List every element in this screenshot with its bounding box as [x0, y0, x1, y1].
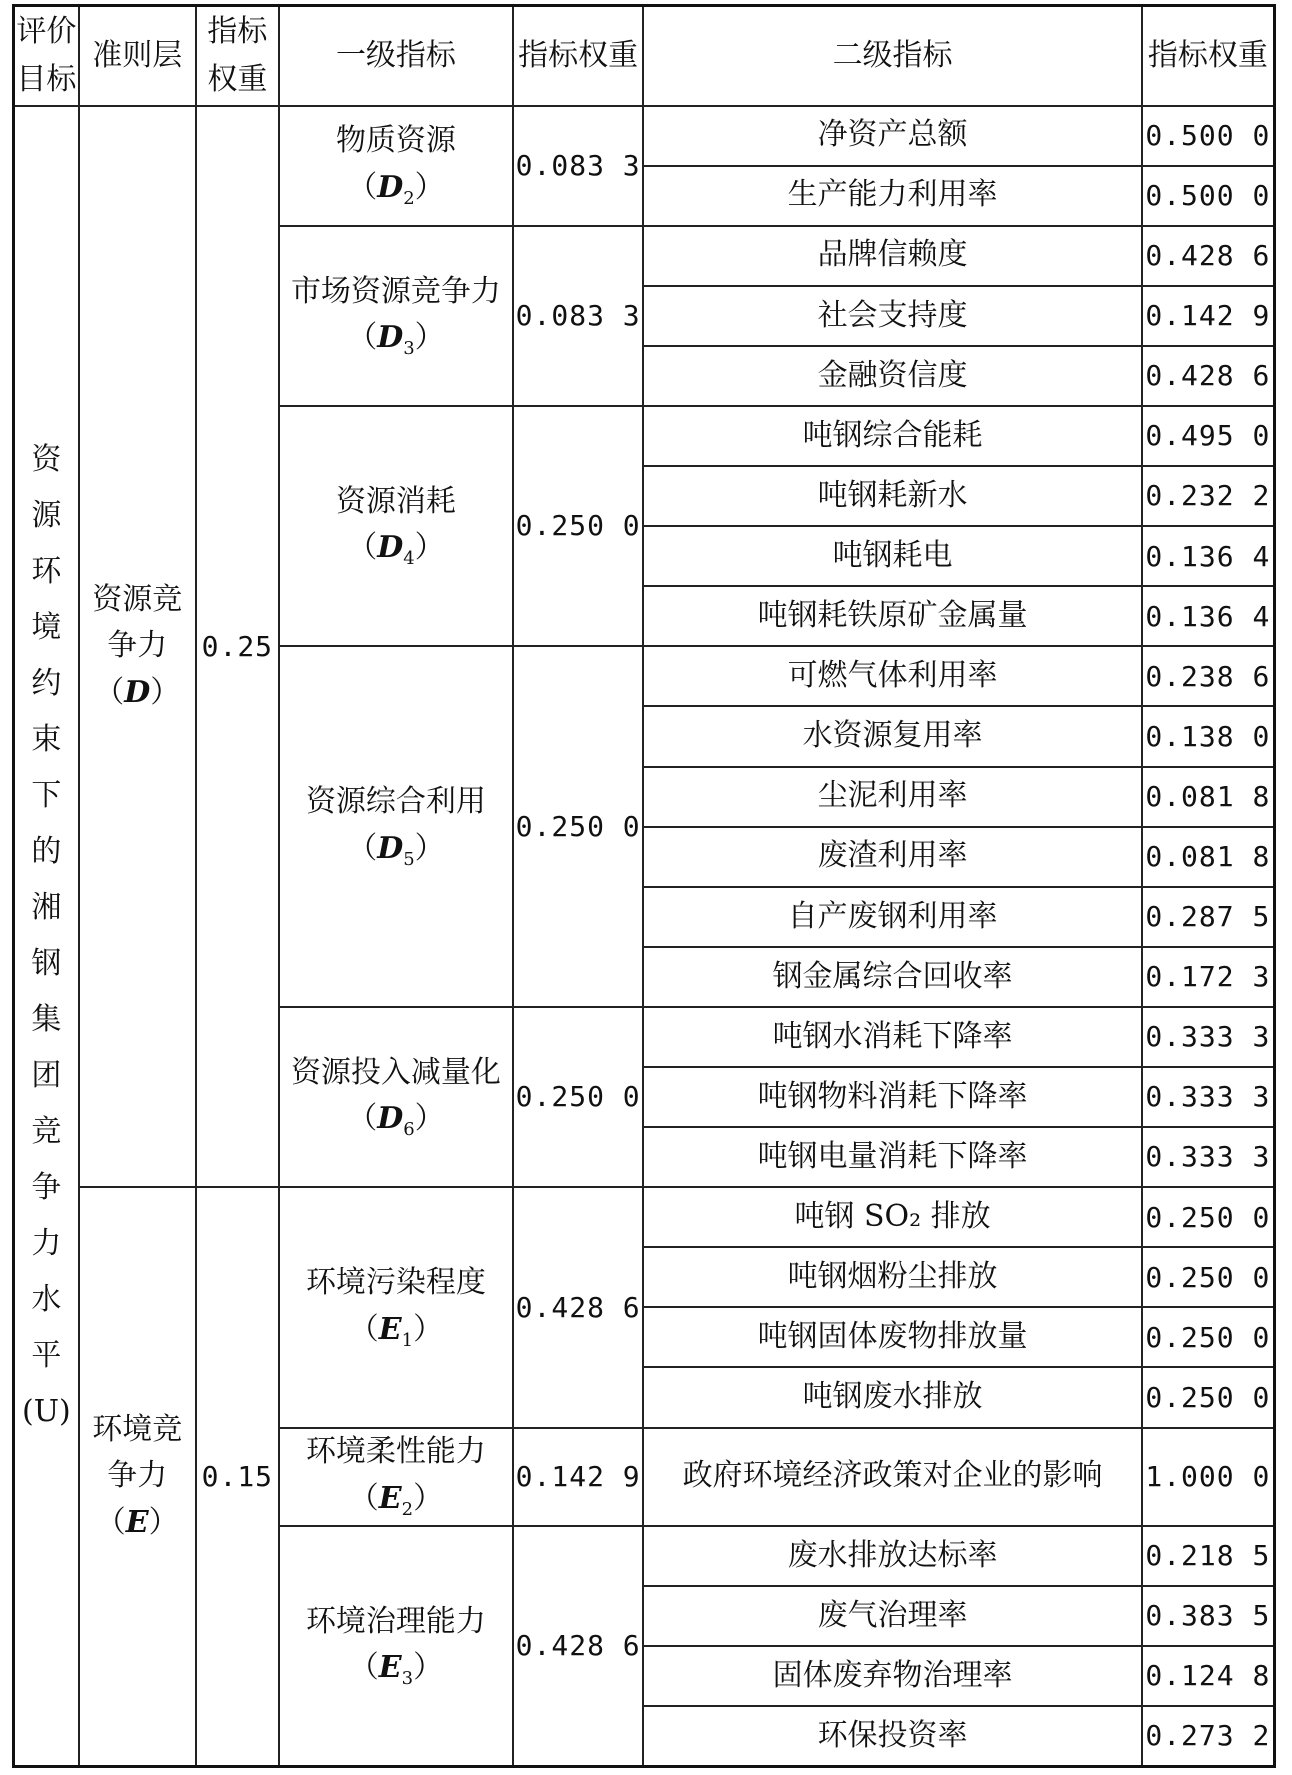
level1-name: 环境柔性能力: [305, 1434, 486, 1470]
level2-name: 吨钢电量消耗下降率: [643, 1127, 1141, 1187]
level2-name: 可燃气体利用率: [643, 646, 1141, 706]
level1-cell: 物质资源 $(D_2)$: [279, 106, 513, 226]
level1-code: $D_3$: [377, 320, 415, 360]
level1-name: 环境污染程度: [305, 1265, 486, 1301]
level2-weight: 0.138 0: [1142, 706, 1275, 766]
level1-cell: 环境污染程度 $(E_1)$: [279, 1187, 513, 1427]
level1-weight: 0.428 6: [513, 1526, 643, 1767]
goal-cell: 资 源 环 境 约 束 下 的 湘 钢 集 团 竞 争 力 水 平 (U): [14, 106, 79, 1767]
level1-name: 资源投入减量化: [290, 1054, 501, 1090]
header-row: [14, 6, 1275, 106]
level1-code: $D_5$: [377, 830, 415, 870]
level2-name: 政府环境经济政策对企业的影响: [643, 1428, 1141, 1526]
level1-cell: 环境治理能力 $(E_3)$: [279, 1526, 513, 1767]
level2-weight: 0.218 5: [1142, 1526, 1275, 1586]
header-goal: 评价目标: [14, 6, 79, 106]
level1-name: 市场资源竞争力: [290, 273, 501, 309]
level2-weight: 0.081 8: [1142, 767, 1275, 827]
level1-weight: 0.142 9: [513, 1428, 643, 1526]
level1-code: $D_2$: [377, 169, 415, 209]
level2-weight: 0.250 0: [1142, 1307, 1275, 1367]
level1-cell: 环境柔性能力 $(E_2)$: [279, 1428, 513, 1526]
level2-name: 吨钢烟粉尘排放: [643, 1247, 1141, 1307]
header-level2: 二级指标: [643, 6, 1141, 106]
level2-name: 吨钢综合能耗: [643, 406, 1141, 466]
criterion-cell: 环境竞争力 （E）: [79, 1187, 196, 1766]
level2-weight: 0.172 3: [1142, 947, 1275, 1007]
level1-cell: 市场资源竞争力 $(D_3)$: [279, 226, 513, 406]
level1-weight: 0.428 6: [513, 1187, 643, 1427]
level2-name: 吨钢固体废物排放量: [643, 1307, 1141, 1367]
criterion-name: 资源竞争力: [92, 581, 183, 664]
header-criterion-weight: 指标权重: [196, 6, 279, 106]
level1-name: 资源综合利用: [305, 784, 486, 820]
level2-name: 生产能力利用率: [643, 166, 1141, 226]
level1-cell: 资源综合利用 $(D_5)$: [279, 646, 513, 1007]
level1-code: $E_2$: [378, 1480, 414, 1520]
level2-name: 自产废钢利用率: [643, 887, 1141, 947]
level2-name: 吨钢水消耗下降率: [643, 1007, 1141, 1067]
level2-weight: 0.333 3: [1142, 1007, 1275, 1067]
level2-name: 尘泥利用率: [643, 767, 1141, 827]
level1-cell: 资源投入减量化 $(D_6)$: [279, 1007, 513, 1187]
level1-weight: 0.250 0: [513, 646, 643, 1007]
level1-name: 环境治理能力: [305, 1603, 486, 1639]
level2-name: 品牌信赖度: [643, 226, 1141, 286]
level2-name: 吨钢耗电: [643, 526, 1141, 586]
criterion-name: 环境竞争力: [92, 1411, 183, 1494]
level2-name: 吨钢耗新水: [643, 466, 1141, 526]
level2-name: 废气治理率: [643, 1586, 1141, 1646]
header-level2-weight: 指标权重: [1142, 6, 1275, 106]
indicator-table: [12, 4, 1276, 1768]
level2-weight: 0.124 8: [1142, 1646, 1275, 1706]
table-row: [14, 106, 1275, 166]
criterion-weight: 0.15: [196, 1187, 279, 1766]
level2-weight: 0.273 2: [1142, 1706, 1275, 1766]
level1-code: $E_3$: [378, 1650, 414, 1690]
level2-weight: 0.495 0: [1142, 406, 1275, 466]
level2-weight: 0.250 0: [1142, 1187, 1275, 1247]
level2-weight: 0.136 4: [1142, 526, 1275, 586]
header-level1: 一级指标: [279, 6, 513, 106]
level2-weight: 0.250 0: [1142, 1367, 1275, 1427]
criterion-cell: 资源竞争力 （D）: [79, 106, 196, 1188]
level1-cell: 资源消耗 $(D_4)$: [279, 406, 513, 646]
level1-code: $D_6$: [377, 1101, 415, 1141]
level2-name: 固体废弃物治理率: [643, 1646, 1141, 1706]
level2-weight: 0.500 0: [1142, 106, 1275, 166]
level2-weight: 0.250 0: [1142, 1247, 1275, 1307]
level2-weight: 0.136 4: [1142, 586, 1275, 646]
level2-weight: 0.333 3: [1142, 1127, 1275, 1187]
level1-weight: 0.083 3: [513, 106, 643, 226]
level2-weight: 0.428 6: [1142, 346, 1275, 406]
criterion-code: E: [125, 1504, 149, 1540]
level2-name: 环保投资率: [643, 1706, 1141, 1766]
level2-name: 金融资信度: [643, 346, 1141, 406]
level1-weight: 0.250 0: [513, 1007, 643, 1187]
level2-name: 水资源复用率: [643, 706, 1141, 766]
level2-name: 废渣利用率: [643, 827, 1141, 887]
level1-weight: 0.250 0: [513, 406, 643, 646]
level2-weight: 0.142 9: [1142, 286, 1275, 346]
criterion-code: D: [124, 674, 151, 710]
level1-weight: 0.083 3: [513, 226, 643, 406]
level2-weight: 0.383 5: [1142, 1586, 1275, 1646]
level1-code: $D_4$: [377, 530, 415, 570]
table-body: [14, 106, 1275, 1767]
table-row: [14, 1187, 1275, 1247]
criterion-weight: 0.25: [196, 106, 279, 1188]
level2-weight: 0.081 8: [1142, 827, 1275, 887]
level2-weight: 0.500 0: [1142, 166, 1275, 226]
level1-code: $E_1$: [378, 1311, 414, 1351]
header-criterion: 准则层: [79, 6, 196, 106]
level1-name: 物质资源: [335, 123, 456, 159]
level2-name: 吨钢耗铁原矿金属量: [643, 586, 1141, 646]
level1-name: 资源消耗: [335, 483, 456, 519]
level2-name: 社会支持度: [643, 286, 1141, 346]
level2-name: 废水排放达标率: [643, 1526, 1141, 1586]
level2-weight: 1.000 0: [1142, 1428, 1275, 1526]
level2-weight: 0.287 5: [1142, 887, 1275, 947]
level2-weight: 0.428 6: [1142, 226, 1275, 286]
level2-name: 净资产总额: [643, 106, 1141, 166]
level2-weight: 0.232 2: [1142, 466, 1275, 526]
header-level1-weight: 指标权重: [513, 6, 643, 106]
level2-name: 吨钢 SO₂ 排放: [643, 1187, 1141, 1247]
level2-name: 吨钢废水排放: [643, 1367, 1141, 1427]
level2-weight: 0.238 6: [1142, 646, 1275, 706]
level2-name: 吨钢物料消耗下降率: [643, 1067, 1141, 1127]
level2-name: 钢金属综合回收率: [643, 947, 1141, 1007]
level2-weight: 0.333 3: [1142, 1067, 1275, 1127]
